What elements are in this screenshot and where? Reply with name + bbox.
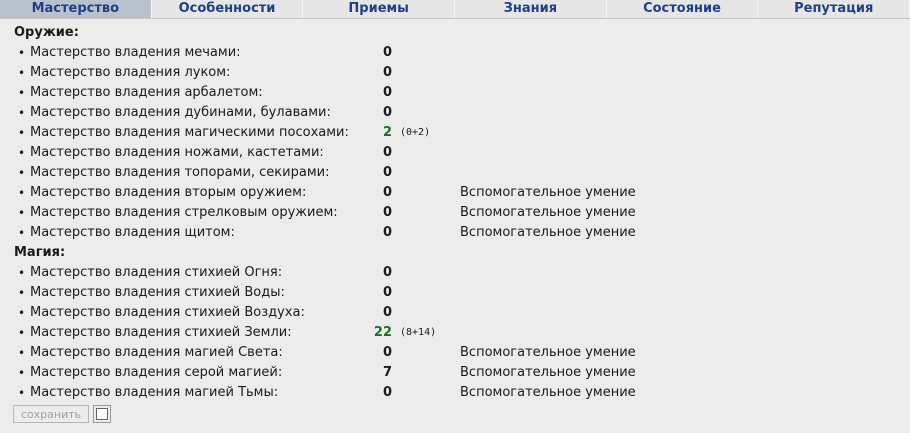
- tab-knowledge[interactable]: Знания: [455, 0, 607, 18]
- bullet-icon: •: [18, 66, 26, 80]
- bullet-icon: •: [18, 366, 26, 380]
- weapons-list: [0, 43, 910, 243]
- skill-label: Мастерство владения щитом:: [30, 225, 235, 240]
- skill-value: 0: [382, 185, 392, 200]
- tab-bar: [0, 0, 910, 19]
- bullet-icon: •: [18, 106, 26, 120]
- skill-note: Вспомогательное умение: [460, 225, 636, 240]
- skill-note: Вспомогательное умение: [460, 205, 636, 220]
- skill-label: Мастерство владения луком:: [30, 65, 231, 80]
- skill-row: [0, 203, 910, 223]
- save-button[interactable]: сохранить: [13, 405, 89, 423]
- skill-row: [0, 123, 910, 143]
- skill-value: 2: [382, 125, 392, 140]
- skill-value: 0: [382, 65, 392, 80]
- bullet-icon: •: [18, 286, 26, 300]
- tab-state[interactable]: Состояние: [607, 0, 759, 18]
- skill-label: Мастерство владения вторым оружием:: [30, 185, 307, 200]
- skill-row: [0, 103, 910, 123]
- skill-row: [0, 183, 910, 203]
- skill-label: Мастерство владения магией Тьмы:: [30, 385, 279, 400]
- skill-row: [0, 303, 910, 323]
- tab-techniques[interactable]: Приемы: [303, 0, 455, 18]
- weapons-section-title: Оружие:: [14, 25, 79, 40]
- tab-features[interactable]: Особенности: [152, 0, 304, 18]
- skill-label: Мастерство владения стихией Воды:: [30, 285, 285, 300]
- skill-value: 0: [382, 345, 392, 360]
- skill-label: Мастерство владения серой магией:: [30, 365, 283, 380]
- skill-label: Мастерство владения стрелковым оружием:: [30, 205, 338, 220]
- skill-label: Мастерство владения ножами, кастетами:: [30, 145, 324, 160]
- skill-row: [0, 263, 910, 283]
- bullet-icon: •: [18, 226, 26, 240]
- bullet-icon: •: [18, 326, 26, 340]
- skill-note: Вспомогательное умение: [460, 185, 636, 200]
- skill-row: [0, 283, 910, 303]
- bullet-icon: •: [18, 166, 26, 180]
- skill-label: Мастерство владения магией Света:: [30, 345, 283, 360]
- bullet-icon: •: [18, 266, 26, 280]
- skill-note: Вспомогательное умение: [460, 345, 636, 360]
- bullet-icon: •: [18, 146, 26, 160]
- skill-value: 0: [382, 205, 392, 220]
- skill-value: 0: [382, 85, 392, 100]
- skill-row: [0, 143, 910, 163]
- skill-row: [0, 63, 910, 83]
- checkbox-box: [96, 408, 108, 420]
- footer-controls: [13, 405, 111, 423]
- skill-note: Вспомогательное умение: [460, 385, 636, 400]
- skill-row: [0, 83, 910, 103]
- skill-value: 0: [382, 105, 392, 120]
- skill-label: Мастерство владения магическими посохами:: [30, 125, 349, 140]
- skill-label: Мастерство владения стихией Воздуха:: [30, 305, 305, 320]
- skill-note: Вспомогательное умение: [460, 365, 636, 380]
- skill-row: [0, 383, 910, 403]
- skill-label: Мастерство владения дубинами, булавами:: [30, 105, 331, 120]
- magic-section-title: Магия:: [14, 245, 66, 260]
- skill-label: Мастерство владения арбалетом:: [30, 85, 263, 100]
- bullet-icon: •: [18, 306, 26, 320]
- skill-row: [0, 43, 910, 63]
- bullet-icon: •: [18, 86, 26, 100]
- skill-label: Мастерство владения топорами, секирами:: [30, 165, 330, 180]
- bullet-icon: •: [18, 46, 26, 60]
- bullet-icon: •: [18, 206, 26, 220]
- skill-value: 0: [382, 285, 392, 300]
- skill-row: [0, 223, 910, 243]
- tab-reputation[interactable]: Репутация: [758, 0, 910, 18]
- skill-value: 22: [373, 325, 392, 340]
- skill-value: 0: [382, 385, 392, 400]
- skill-value: 0: [382, 265, 392, 280]
- mastery-panel: [0, 19, 910, 403]
- skill-value: 0: [382, 145, 392, 160]
- skill-value: 7: [382, 365, 392, 380]
- bullet-icon: •: [18, 346, 26, 360]
- skill-label: Мастерство владения стихией Земли:: [30, 325, 292, 340]
- skill-row: [0, 163, 910, 183]
- skill-value: 0: [382, 305, 392, 320]
- skill-bonus: (8+14): [400, 327, 437, 338]
- skill-row: [0, 343, 910, 363]
- skill-value: 0: [382, 45, 392, 60]
- skill-label: Мастерство владения стихией Огня:: [30, 265, 283, 280]
- skill-row: [0, 323, 910, 343]
- magic-list: [0, 263, 910, 403]
- option-checkbox[interactable]: [93, 405, 111, 423]
- skill-row: [0, 363, 910, 383]
- tab-mastery[interactable]: Мастерство: [0, 0, 152, 18]
- bullet-icon: •: [18, 126, 26, 140]
- skill-bonus: (0+2): [400, 127, 431, 138]
- skill-label: Мастерство владения мечами:: [30, 45, 241, 60]
- skill-value: 0: [382, 225, 392, 240]
- skill-value: 0: [382, 165, 392, 180]
- bullet-icon: •: [18, 186, 26, 200]
- bullet-icon: •: [18, 386, 26, 400]
